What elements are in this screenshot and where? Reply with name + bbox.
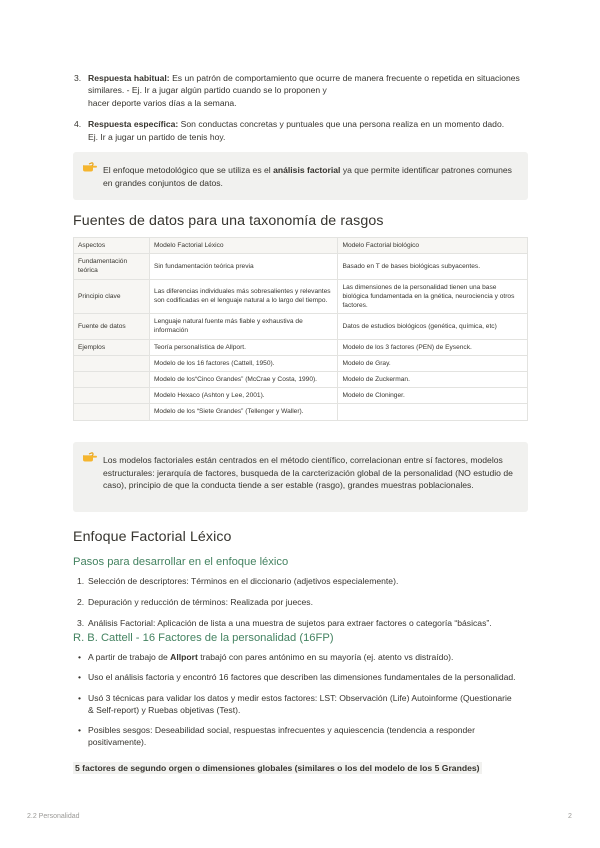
row-header: Fundamentación teórica xyxy=(74,254,150,279)
lexical-steps-list xyxy=(77,575,527,638)
subsection-title: Pasos para desarrollar en el enfoque léxico xyxy=(73,556,289,568)
cattell-bullets xyxy=(78,651,518,757)
table-cell: Sin fundamentación teórica previa xyxy=(149,254,338,279)
list-item: 1. Selección de descriptores: Términos en el diccionario (adjetivos especialemente). xyxy=(77,576,399,586)
table-cell: Modelo de los 16 factores (Cattell, 1950). xyxy=(149,355,338,371)
section-title: Enfoque Factorial Léxico xyxy=(73,529,232,545)
subsection-title: R. B. Cattell - 16 Factores de la personalidad (16FP) xyxy=(73,632,334,644)
table-cell: Datos de estudios biológicos (genética, química, etc) xyxy=(338,314,528,339)
row-header xyxy=(74,388,150,404)
column-header: Modelo Factorial Léxico xyxy=(149,238,338,254)
response-types-list xyxy=(74,72,534,152)
section-title: Fuentes de datos para una taxonomía de rasgos xyxy=(73,213,384,229)
row-header: Principio clave xyxy=(74,279,150,314)
list-item: • Uso el análisis factoria y encontró 16 factores que describen las dimensiones fundamentales de la personalidad. xyxy=(78,671,518,683)
table-cell xyxy=(338,404,528,420)
footer-title: 2.2 Personalidad xyxy=(27,813,80,820)
table-row xyxy=(74,388,528,404)
row-header xyxy=(74,372,150,388)
term-label: Respuesta habitual: xyxy=(88,73,170,83)
table-cell: Modelo de Gray. xyxy=(338,355,528,371)
list-item: 3. Análisis Factorial: Aplicación de lista a una muestra de sujetos para extraer factores o categoría “básicas”. xyxy=(77,618,492,628)
table-cell: Teoría personalística de Allport. xyxy=(149,339,338,355)
table-cell: Modelo de Zuckerman. xyxy=(338,372,528,388)
data-sources-table xyxy=(73,237,528,421)
term-label: Respuesta específica: xyxy=(88,119,179,130)
table-row xyxy=(74,372,528,388)
closing-highlight: 5 factores de segundo orgen o dimensiones globales (similares o los del modelo de los 5 Grandes) xyxy=(75,763,480,773)
row-header xyxy=(74,355,150,371)
list-item: • Usó 3 técnicas para validar los datos y medir estos factores: LST: Observación (Life) Autoinforme (Questionarie & Self-report) y Ruebas objetivas (Test). xyxy=(78,692,518,717)
table-cell: Lenguaje natural fuente más fiable y exhaustiva de información xyxy=(149,314,338,339)
table-row xyxy=(74,314,528,339)
list-item: 4. Respuesta específica: Son conductas concretas y puntuales que una persona realiza en un momento dado. Ej. Ir a jugar un partido de tenis hoy. xyxy=(74,119,505,142)
pointing-hand-icon xyxy=(82,451,98,463)
table-cell: Las diferencias individuales más sobresalientes y relevantes son codificadas en el lenguaje natural a lo largo del tiempo. xyxy=(149,279,338,314)
table-cell: Modelo de los “Siete Grandes” (Tellenger y Waller). xyxy=(149,404,338,420)
pointing-hand-icon xyxy=(82,161,98,173)
table-row xyxy=(74,339,528,355)
list-item: 2. Depuración y reducción de términos: Realizada por jueces. xyxy=(77,597,313,607)
table-row xyxy=(74,279,528,314)
table-header-row xyxy=(74,238,528,254)
table-row xyxy=(74,355,528,371)
table-cell: Modelo de los 3 factores (PEN) de Eysenck. xyxy=(338,339,528,355)
column-header: Aspectos xyxy=(74,238,150,254)
table-row xyxy=(74,254,528,279)
list-item: 3. Respuesta habitual: Es un patrón de comportamiento que ocurre de manera frecuente o repetida en situaciones similares. - Ej. Ir a jugar algún partido cuando se lo proponen y hacer deporte varios días a la semana. xyxy=(74,73,520,108)
list-item: • Posibles sesgos: Deseabilidad social, respuestas infrecuentes y aquiescencia (tendencia a responder positivamente). xyxy=(78,724,518,749)
table-cell: Modelo de Cloninger. xyxy=(338,388,528,404)
page-number: 2 xyxy=(568,813,572,820)
table-cell: Las dimensiones de la personalidad tienen una base biológica fundamentada en la gnética, neurociencia y otros factores. xyxy=(338,279,528,314)
row-header xyxy=(74,404,150,420)
callout-factorial-models: Los modelos factoriales están centrados en el método científico, correlacionan entre sí factores, modelos estructurales: jerarquía de factores, busqueda de la carcterización global de la personalidad (NO estudio de caso), principio de que la conducta tiende a ser estable (rasgo), grandes muestras poblacionales. xyxy=(73,442,528,512)
row-header: Ejemplos xyxy=(74,339,150,355)
callout-factor-analysis: El enfoque metodológico que se utiliza es el análisis factorial ya que permite identificar patrones comunes en grandes conjuntos de datos. xyxy=(73,152,528,200)
row-header: Fuente de datos xyxy=(74,314,150,339)
column-header: Modelo Factorial biológico xyxy=(338,238,528,254)
table-cell: Basado en T de bases biológicas subyacentes. xyxy=(338,254,528,279)
table-row xyxy=(74,404,528,420)
table-cell: Modelo de los“Cinco Grandes” (McCrae y Costa, 1990). xyxy=(149,372,338,388)
table-cell: Modelo Hexaco (Ashton y Lee, 2001). xyxy=(149,388,338,404)
list-item: • A partir de trabajo de Allport trabajó con pares antónimo en su mayoría (ej. atento vs distraído). xyxy=(78,651,518,663)
